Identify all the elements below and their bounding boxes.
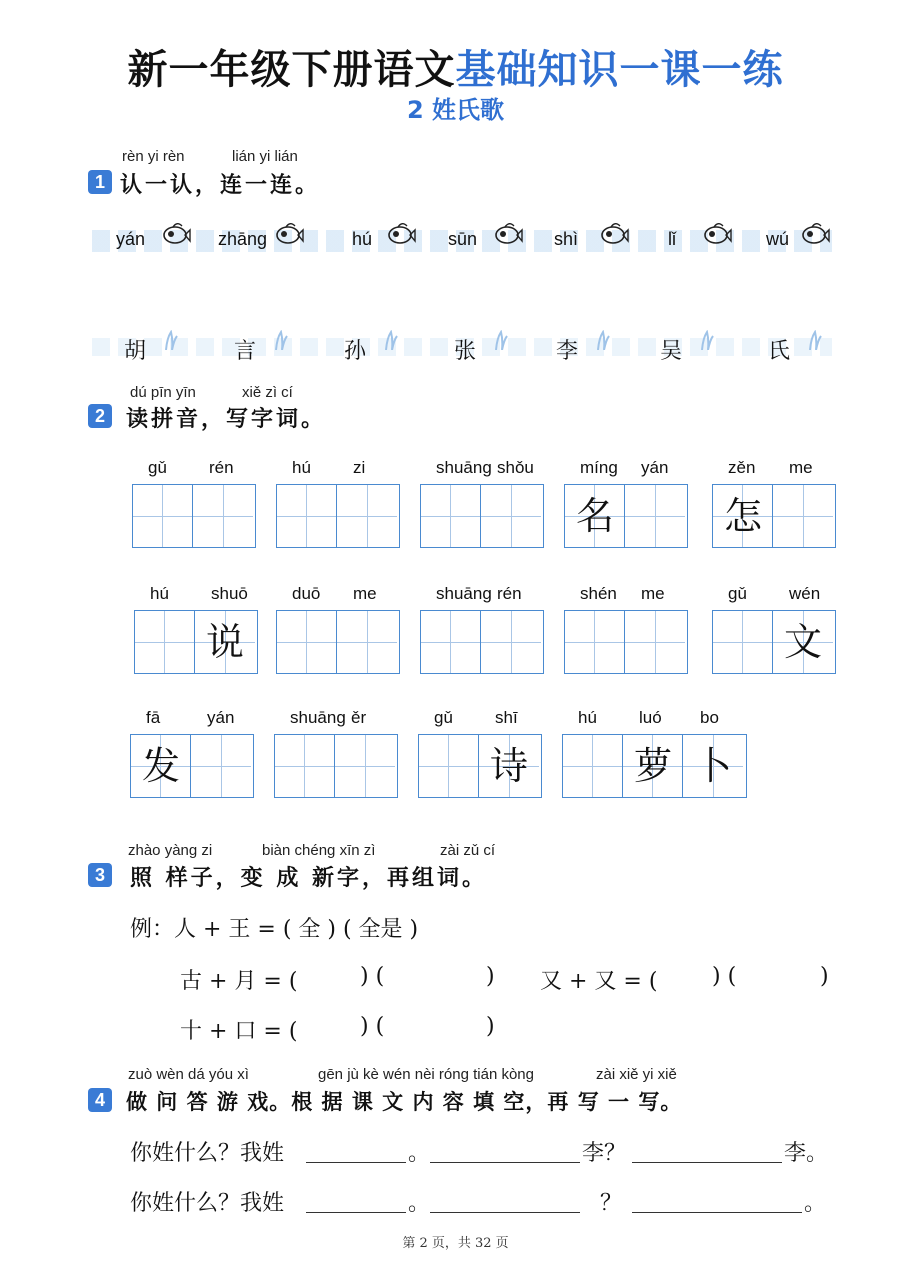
grid-char [563,735,623,797]
writing-grid[interactable] [418,734,542,798]
grid-pinyin: zi [353,458,366,477]
grass-icon [164,330,178,350]
grid-cell[interactable] [421,611,481,673]
char-item[interactable]: 孙 [344,339,367,364]
grid-char [421,485,481,547]
grid-pinyin: fā [146,708,161,727]
grid-pinyin: míng [580,458,618,477]
q4-pinyin-a: zuò wèn dá yóu xì [128,1066,249,1083]
grid-pinyin: yán [641,458,669,477]
fish-icon [702,220,732,246]
grid-char [275,735,335,797]
grass-icon [700,330,714,350]
char-item[interactable]: 李 [556,339,579,364]
grid-pinyin: zěn [728,458,756,477]
grid-char: 卜 [693,744,732,788]
q4-line2-blank1[interactable] [306,1212,406,1213]
q3-item2-mid: ) ( [712,964,737,989]
grid-char [773,485,833,547]
grid-char [191,735,251,797]
q2-number: 2 [88,404,112,428]
q4-line2-punct3: 。 [804,1191,827,1216]
grid-cell[interactable] [419,735,479,797]
q4-line2-blank2[interactable] [430,1212,580,1213]
grid-cell[interactable] [773,611,833,673]
grid-cell[interactable] [277,485,337,547]
grid-char [565,611,625,673]
q4-line1-prompt: 你姓什么？我姓 [130,1141,285,1166]
grid-cell[interactable] [133,485,193,547]
writing-grid[interactable] [130,734,254,798]
fish-pinyin[interactable]: yán [116,229,146,249]
grid-char [481,485,541,547]
grass-icon [494,330,508,350]
q3-item3-start: 十 + 口 = ( [180,1019,298,1044]
fish-pinyin[interactable]: sūn [448,229,478,249]
q4-pinyin-b: gēn jù kè wén nèi róng tián kòng [318,1066,534,1083]
grid-char [277,611,337,673]
q3-item1-mid: ) ( [360,964,385,989]
writing-grid[interactable] [562,734,747,798]
q3-example: 例：人 + 王 = ( 全 ) ( 全是 ) [130,917,419,942]
q4-pinyin-c: zài xiě yi xiě [596,1066,677,1083]
grid-cell[interactable] [481,611,541,673]
grid-char [337,485,397,547]
char-item[interactable]: 张 [454,339,477,364]
grid-cell[interactable] [131,735,191,797]
q4-line1-text2: 李？ [582,1141,627,1166]
grid-pinyin: luó [639,708,662,727]
char-item[interactable]: 氏 [768,339,791,364]
grid-cell[interactable] [421,485,481,547]
grid-cell[interactable] [481,485,541,547]
q4-line2-punct1: 。 [408,1191,431,1216]
writing-grid[interactable] [132,484,256,548]
grid-char: 怎 [723,494,762,538]
writing-grid[interactable] [420,484,544,548]
writing-grid[interactable] [420,610,544,674]
grid-pinyin: ěr [351,708,367,727]
grass-icon [274,330,288,350]
grid-cell[interactable] [713,485,773,547]
grid-cell[interactable] [193,485,253,547]
q3-pinyin-a: zhào yàng zi [128,842,213,859]
writing-grid[interactable] [274,734,398,798]
q3-pinyin-b: biàn chéng xīn zì [262,842,376,859]
q3-item1-end: ) [486,964,495,989]
q3-instruction: 照 样子，变 成 新字，再组词。 [130,865,487,891]
writing-grid[interactable] [564,484,688,548]
q3-number: 3 [88,863,112,887]
fish-icon [800,220,830,246]
q1-pinyin-a: rèn yi rèn [122,148,185,165]
grid-char [625,611,685,673]
q4-line1-blank3[interactable] [632,1162,782,1163]
fish-icon [274,220,304,246]
grid-char [419,735,479,797]
grid-pinyin: wén [789,584,821,603]
grid-char: 发 [141,744,180,788]
q4-line2-punct2: ？ [600,1191,623,1216]
q3-item2-start: 又 + 又 = ( [540,969,658,994]
grid-char [135,611,195,673]
grid-pinyin: hú [150,584,169,603]
grid-pinyin: bo [700,708,719,727]
grid-cell[interactable] [565,485,625,547]
grid-cell[interactable] [625,611,685,673]
grid-char: 文 [783,620,822,664]
writing-grid[interactable] [134,610,258,674]
grid-cell[interactable] [625,485,685,547]
grid-cell[interactable] [277,611,337,673]
grid-pinyin: duō [292,584,321,603]
char-item[interactable]: 言 [234,339,257,364]
grid-cell[interactable] [623,735,683,797]
q1-pinyin-b: lián yi lián [232,148,298,165]
grid-char: 名 [575,494,614,538]
title-main: 新一年级下册语文 [127,47,456,93]
grid-pinyin: me [641,584,665,603]
grid-char [481,611,541,673]
q3-item1-start: 古 + 月 = ( [180,969,298,994]
grid-cell[interactable] [191,735,251,797]
grid-cell[interactable] [275,735,335,797]
grid-pinyin: gǔ [148,458,167,477]
grid-cell[interactable] [563,735,623,797]
grid-pinyin: shuāng [290,708,346,727]
page-title [0,38,911,95]
q4-line1-text3: 李。 [784,1141,829,1166]
q4-line1-punct1: 。 [408,1141,431,1166]
grass-icon [808,330,822,350]
q4-line1-blank2[interactable] [430,1162,580,1163]
writing-grid[interactable] [276,484,400,548]
grid-char: 萝 [633,744,672,788]
grid-cell[interactable] [773,485,833,547]
lesson-subtitle: 2 姓氏歌 [406,96,505,124]
grid-pinyin: gǔ [434,708,453,727]
grid-cell[interactable] [337,611,397,673]
grid-char [335,735,395,797]
q4-number: 4 [88,1088,112,1112]
q4-instruction: 做 问 答 游 戏。根 据 课 文 内 容 填 空，再 写 一 写。 [126,1089,683,1114]
grid-cell[interactable] [683,735,743,797]
grid-cell[interactable] [713,611,773,673]
grid-char [625,485,685,547]
grid-pinyin: shī [495,708,518,727]
grid-pinyin: rén [209,458,234,477]
q4-line2-blank3[interactable] [632,1212,802,1213]
grid-pinyin: shuō [211,584,248,603]
grid-pinyin: me [353,584,377,603]
writing-grid[interactable] [564,610,688,674]
grid-pinyin: me [789,458,813,477]
q3-item3-mid: ) ( [360,1014,385,1039]
grid-char [421,611,481,673]
grid-pinyin: gǔ [728,584,747,603]
q3-item3-end: ) [486,1014,495,1039]
grid-pinyin: shuāng [436,458,492,477]
fish-icon [493,220,523,246]
char-item[interactable]: 吴 [660,339,683,364]
grid-cell[interactable] [565,611,625,673]
grid-pinyin: hú [292,458,311,477]
fish-icon [599,220,629,246]
grass-icon [596,330,610,350]
fish-pinyin[interactable]: hú [352,229,373,249]
q3-item2-end: ) [820,964,829,989]
grid-cell[interactable] [135,611,195,673]
fish-icon [161,220,191,246]
grid-pinyin: shǒu [497,458,534,477]
grid-char [133,485,193,547]
grid-cell[interactable] [479,735,539,797]
grid-char: 诗 [489,744,528,788]
writing-grid[interactable] [712,610,836,674]
grass-icon [384,330,398,350]
q4-line1-blank1[interactable] [306,1162,406,1163]
q2-pinyin-b: xiě zì cí [242,384,293,401]
writing-grid[interactable] [712,484,836,548]
grid-char [337,611,397,673]
grid-char [277,485,337,547]
grid-char [193,485,253,547]
q1-instruction: 认一认，连一连。 [120,172,321,198]
writing-grid[interactable] [276,610,400,674]
grid-pinyin: rén [497,584,522,603]
page-footer: 第 2 页，共 32 页 [402,1236,509,1251]
fish-pinyin[interactable]: zhāng [218,229,268,249]
fish-pinyin[interactable]: lǐ [668,229,676,249]
grid-char: 说 [205,620,244,664]
grid-cell[interactable] [337,485,397,547]
q2-instruction: 读拼音，写字词。 [126,406,327,432]
q2-pinyin-a: dú pīn yīn [130,384,196,401]
q3-pinyin-c: zài zǔ cí [440,842,496,859]
grid-cell[interactable] [195,611,255,673]
char-item[interactable]: 胡 [124,339,147,364]
grid-cell[interactable] [335,735,395,797]
grid-char [713,611,773,673]
q4-line2-prompt: 你姓什么？我姓 [130,1191,285,1216]
fish-icon [386,220,416,246]
grid-pinyin: shén [580,584,617,603]
fish-pinyin[interactable]: shì [554,229,579,249]
fish-pinyin[interactable]: wú [766,229,790,249]
title-highlight: 基础知识一课一练 [455,47,784,93]
grid-pinyin: yán [207,708,235,727]
grid-pinyin: hú [578,708,597,727]
grid-pinyin: shuāng [436,584,492,603]
q1-number: 1 [88,170,112,194]
